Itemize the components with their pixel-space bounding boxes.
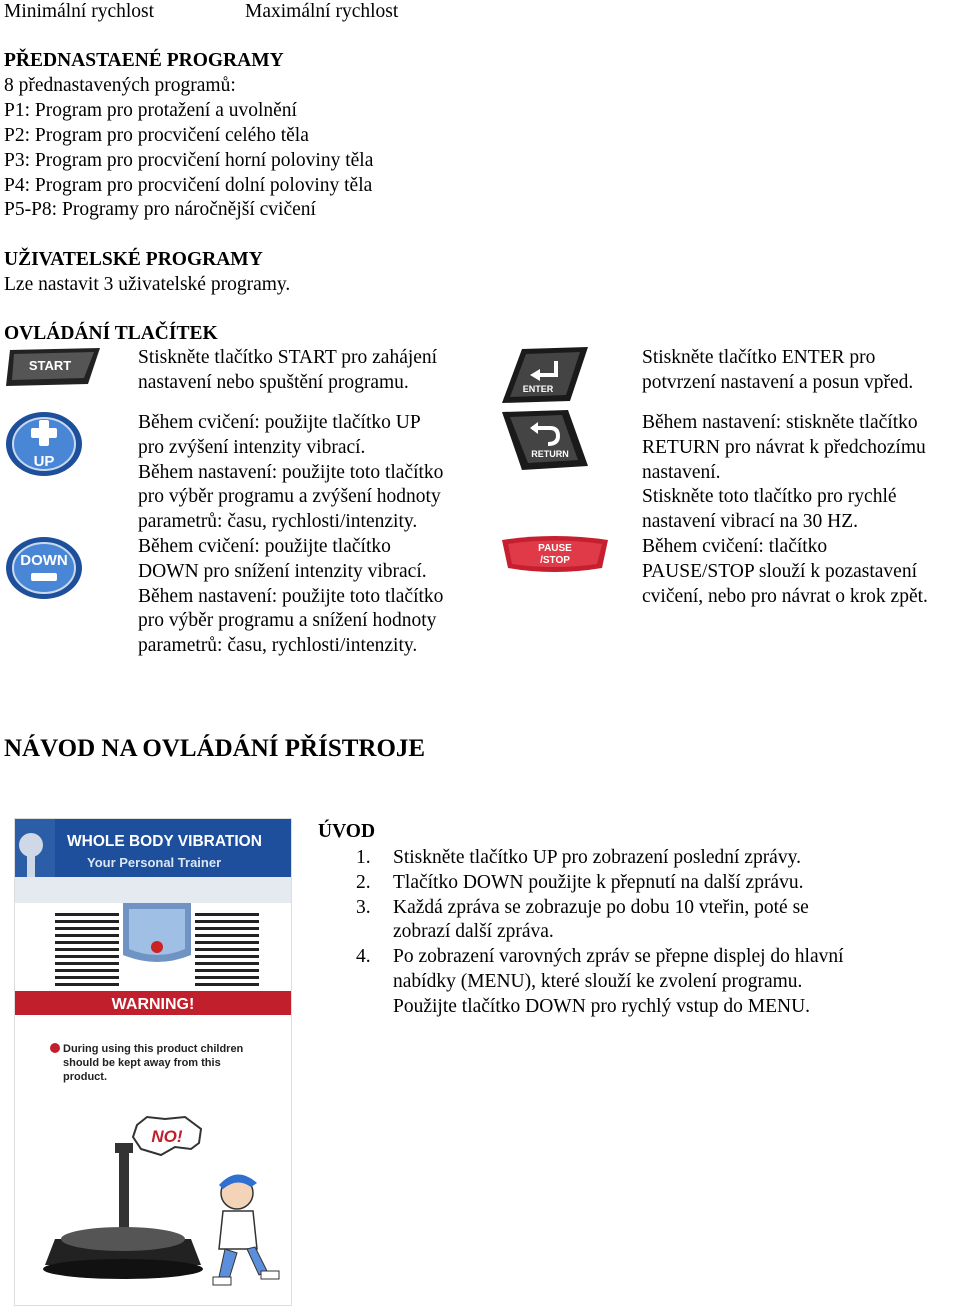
- start-desc-line: nastavení nebo spuštění programu.: [138, 372, 409, 393]
- return-desc-line: nastavení vibrací na 30 HZ.: [642, 511, 859, 532]
- buttons-heading: OVLÁDÁNÍ TLAČÍTEK: [4, 323, 218, 344]
- return-desc-line: nastavení.: [642, 462, 721, 483]
- up-desc-line: pro zvýšení intenzity vibrací.: [138, 437, 366, 458]
- preset-line: P2: Program pro procvičení celého těla: [4, 125, 309, 146]
- preset-line: P4: Program pro procvičení dolní poloviny těla: [4, 175, 373, 196]
- enter-desc-line: Stiskněte tlačítko ENTER pro: [642, 347, 876, 368]
- up-desc-line: parametrů: času, rychlosti/intenzity.: [138, 511, 418, 532]
- up-desc-line: pro výběr programu a zvýšení hodnoty: [138, 486, 441, 507]
- preset-programs-heading: PŘEDNASTAENÉ PROGRAMY: [4, 50, 284, 71]
- return-desc-line: Stiskněte toto tlačítko pro rychlé: [642, 486, 897, 507]
- user-programs-text: Lze nastavit 3 uživatelské programy.: [4, 274, 291, 295]
- up-icon-label: UP: [33, 453, 55, 470]
- down-desc-line: DOWN pro snížení intenzity vibrací.: [138, 561, 427, 582]
- intro-item-line: nabídky (MENU), které slouží ke zvolení programu.: [393, 970, 803, 992]
- return-desc-line: RETURN pro návrat k předchozímu: [642, 437, 926, 458]
- preset-line: 8 přednastavených programů:: [4, 75, 236, 96]
- intro-item: [318, 896, 844, 946]
- intro-item-line: Tlačítko DOWN použijte k přepnutí na další zprávu.: [393, 871, 804, 893]
- enter-desc-line: potvrzení nastavení a posun vpřed.: [642, 372, 914, 393]
- min-speed-label: Minimální rychlost: [4, 1, 155, 22]
- manual-heading: NÁVOD NA OVLÁDÁNÍ PŘÍSTROJE: [4, 735, 426, 762]
- preset-line: P1: Program pro protažení a uvolnění: [4, 100, 297, 121]
- preset-line: P5-P8: Programy pro náročnější cvičení: [4, 199, 316, 220]
- intro-item-number: 3.: [356, 896, 371, 918]
- warning-label: WARNING!: [111, 996, 195, 1013]
- pause-icon-label: PAUSE: [538, 543, 572, 554]
- max-speed-label: Maximální rychlost: [245, 1, 399, 22]
- intro-item-line: Stiskněte tlačítko UP pro zobrazení poslední zprávy.: [393, 847, 801, 868]
- intro-item-line: zobrazí další zpráva.: [393, 921, 554, 943]
- pause-desc-line: cvičení, nebo pro návrat o krok zpět.: [642, 586, 928, 607]
- intro-item-line: Použijte tlačítko DOWN pro rychlý vstup do MENU.: [393, 995, 811, 1017]
- display-screen-illustration: [14, 818, 292, 1306]
- return-desc-line: Během nastavení: stiskněte tlačítko: [642, 412, 918, 433]
- intro-item: [318, 846, 844, 871]
- down-desc-line: Během nastavení: použijte toto tlačítko: [138, 586, 444, 607]
- user-programs-heading: UŽIVATELSKÉ PROGRAMY: [4, 249, 263, 270]
- pause-desc-line: PAUSE/STOP slouží k pozastavení: [642, 561, 917, 582]
- return-button-icon: [500, 408, 590, 472]
- enter-icon-label: ENTER: [522, 384, 554, 394]
- display-screen-graphic: [15, 819, 291, 1305]
- down-desc-line: pro výběr programu a snížení hodnoty: [138, 610, 437, 631]
- intro-item: [318, 871, 844, 896]
- warning-msg-line: should be kept away from this: [63, 1057, 221, 1069]
- no-label: NO!: [151, 1127, 183, 1146]
- display-subtitle: Your Personal Trainer: [87, 855, 222, 870]
- up-desc-line: Během cvičení: použijte tlačítko UP: [138, 412, 421, 433]
- preset-line: P3: Program pro procvičení horní poloviny těla: [4, 150, 374, 171]
- pause-stop-button-icon: [498, 534, 612, 574]
- display-title: WHOLE BODY VIBRATION: [67, 833, 262, 850]
- start-button-icon: [4, 346, 102, 390]
- return-icon-label: RETURN: [531, 449, 569, 459]
- stop-icon-label: /STOP: [540, 555, 570, 566]
- down-desc-line: parametrů: času, rychlosti/intenzity.: [138, 635, 418, 656]
- intro-item-line: Každá zpráva se zobrazuje po dobu 10 vteřin, poté se: [393, 896, 809, 918]
- down-desc-line: Během cvičení: použijte tlačítko: [138, 536, 391, 557]
- up-button-icon: [4, 410, 84, 478]
- pause-desc-line: Během cvičení: tlačítko: [642, 536, 828, 557]
- start-desc-line: Stiskněte tlačítko START pro zahájení: [138, 347, 438, 368]
- intro-item-number: 1.: [356, 847, 371, 868]
- intro-list: [318, 846, 844, 1020]
- start-icon-label: START: [28, 358, 72, 373]
- down-icon-label: DOWN: [20, 552, 68, 569]
- intro-heading: ÚVOD: [318, 821, 376, 842]
- warning-msg-line: During using this product children: [63, 1043, 244, 1055]
- intro-item: [318, 945, 844, 1019]
- warning-msg-line: product.: [63, 1071, 107, 1083]
- intro-item-number: 2.: [356, 871, 371, 893]
- intro-item-line: Po zobrazení varovných zpráv se přepne displej do hlavní: [393, 946, 844, 968]
- enter-button-icon: [500, 345, 590, 405]
- up-desc-line: Během nastavení: použijte toto tlačítko: [138, 462, 444, 483]
- intro-item-number: 4.: [356, 946, 371, 968]
- down-button-icon: [4, 535, 84, 601]
